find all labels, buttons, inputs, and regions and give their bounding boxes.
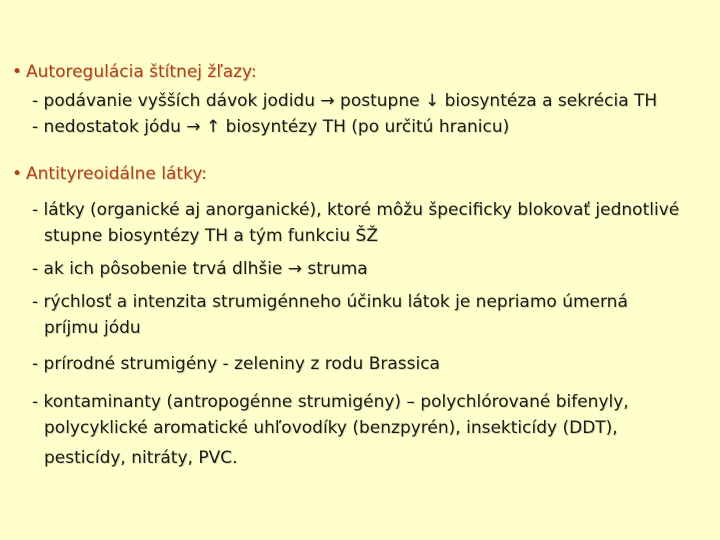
heading-text: Autoregulácia štítnej žľazy: (26, 62, 257, 82)
antithyroid-item-1-line-2: stupne biosyntézy TH a tým funkciu ŠŽ (44, 226, 378, 246)
heading-text: Antityreoidálne látky: (26, 164, 207, 184)
antithyroid-item-4-line-1: - prírodné strumigény - zeleniny z rodu Brassica (32, 354, 440, 374)
antithyroid-item-1-line-1: - látky (organické aj anorganické), ktoré môžu špecificky blokovať jednotlivé (32, 200, 680, 220)
antithyroid-item-5-line-1: - kontaminanty (antropogénne strumigény) – polychlórované bifenyly, (32, 392, 629, 412)
section-antithyroid-heading (12, 164, 207, 184)
antithyroid-item-5-line-3: pesticídy, nitráty, PVC. (44, 448, 238, 468)
bullet-icon: • (12, 62, 23, 82)
antithyroid-item-2-line-1: - ak ich pôsobenie trvá dlhšie → struma (32, 259, 368, 279)
antithyroid-item-3-line-1: - rýchlosť a intenzita strumigénneho účinku látok je nepriamo úmerná (32, 292, 628, 312)
antithyroid-item-5-line-2: polycyklické aromatické uhľovodíky (benzpyrén), insekticídy (DDT), (44, 418, 618, 438)
autoregulation-line-2: - nedostatok jódu → ↑ biosyntézy TH (po určitú hranicu) (32, 117, 510, 137)
autoregulation-line-1: - podávanie vyšších dávok jodidu → postupne ↓ biosyntéza a sekrécia TH (32, 91, 658, 111)
bullet-icon: • (12, 164, 23, 184)
section-autoregulation-heading (12, 62, 257, 82)
antithyroid-item-3-line-2: príjmu jódu (44, 318, 141, 338)
